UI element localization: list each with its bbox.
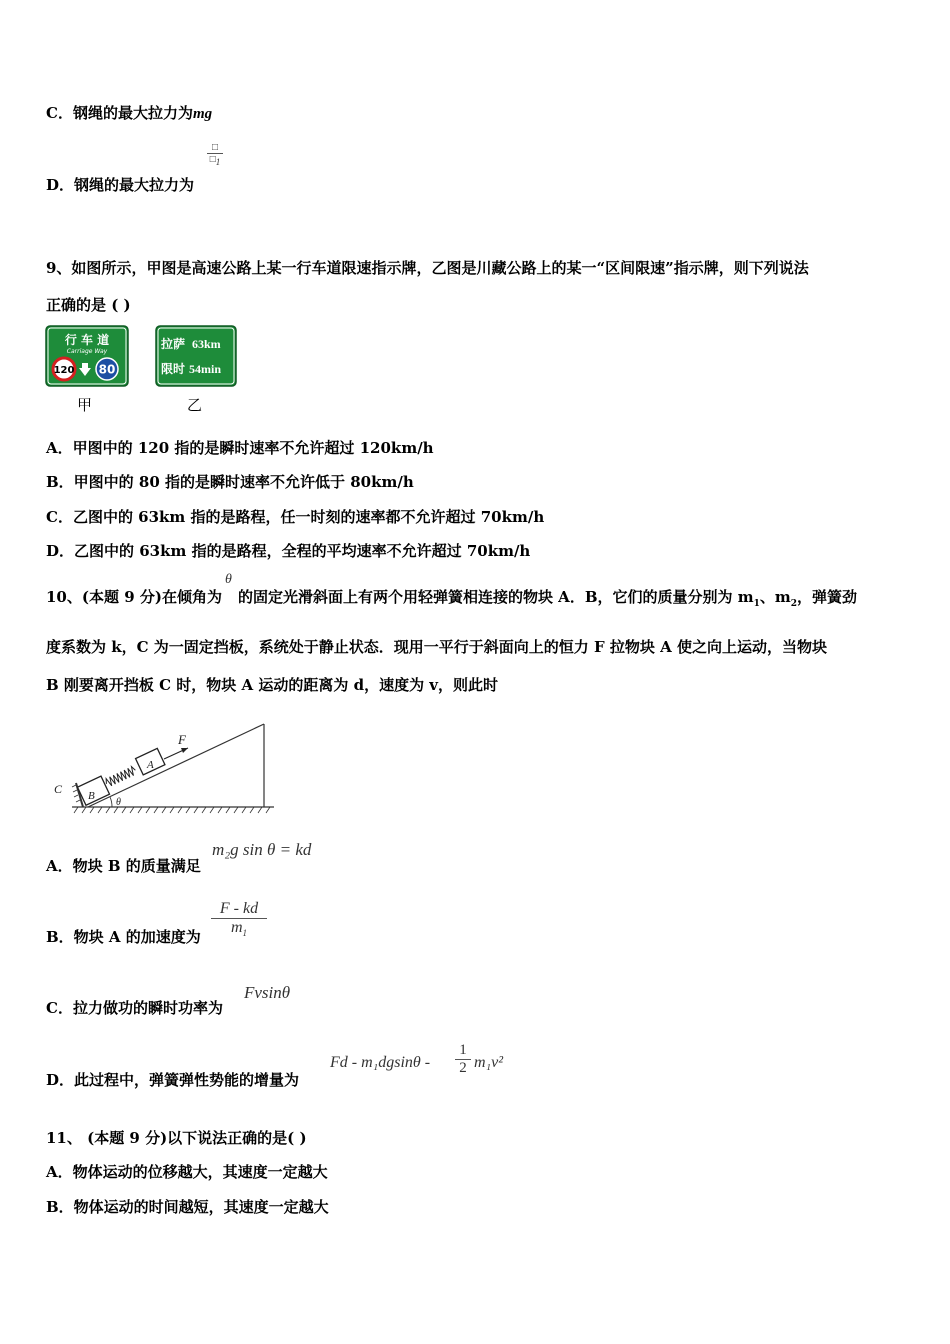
sign-b-row1-value: 63km (192, 337, 221, 351)
sign-b-row2-value: 54min (189, 362, 222, 376)
ground-hatching (74, 807, 270, 813)
q10-option-d-denominator: 2 (459, 1060, 467, 1076)
label-f: F (178, 732, 186, 747)
q8-option-d-denominator: □ (209, 154, 216, 165)
label-c: C (54, 782, 63, 796)
q10-option-d-numerator: 1 (459, 1042, 467, 1058)
q8-option-d-text: D．钢绳的最大拉力为 (46, 176, 195, 194)
sign-b-row2-place: 限时 (161, 362, 186, 376)
q10-option-b: B．物块 A 的加速度为 (46, 928, 201, 946)
force-arrowhead-icon (181, 748, 188, 753)
q10-option-d-math1: Fd - m₁dgsinθ - (330, 1054, 431, 1071)
q10-stem-part1: 10、(本题 9 分)在倾角为 (46, 588, 222, 606)
lane-speed-limit-sign (45, 325, 129, 387)
q10-stem-part2: 的固定光滑斜面上有两个用轻弹簧相连接的物块 A．B，它们的质量分别为 m (237, 588, 754, 606)
q11-option-a: A．物体运动的位移越大，其速度一定越大 (46, 1163, 328, 1181)
sign-a-title: 行 车 道 (64, 333, 110, 347)
q10-option-b-numerator: F - kd (219, 900, 259, 917)
q10-m2-sub: 2 (790, 599, 797, 609)
incline-surface (88, 724, 264, 807)
sign-b-row1-place: 拉萨 (161, 337, 186, 351)
q11-stem: 11、 (本题 9 分)以下说法正确的是( ) (46, 1129, 307, 1147)
q10-option-b-fraction (211, 900, 267, 938)
q8-option-d-denominator-sub: 1 (215, 157, 221, 167)
q9-stem-line1: 9、如图所示，甲图是高速公路上某一行车道限速指示牌，乙图是川藏公路上的某一“区间限速”指示牌，则下列说法 (46, 259, 809, 277)
section-speed-sign (155, 325, 237, 387)
sign-a-speed-max: 120 (53, 365, 75, 376)
q9-option-a: A．甲图中的 120 指的是瞬时速率不允许超过 120km/h (46, 439, 434, 457)
q8-option-c (46, 102, 212, 123)
sign-b-caption: 乙 (187, 396, 203, 414)
q10-option-a: A．物块 B 的质量满足 (46, 857, 201, 875)
q9-option-d: D．乙图中的 63km 指的是路程，全程的平均速率不允许超过 70km/h (46, 542, 531, 560)
theta-arc (110, 797, 112, 807)
q10-stem-line2: 度系数为 k，C 为一固定挡板，系统处于静止状态．现用一平行于斜面向上的恒力 F 拉物块 A 使之向上运动，当物块 (46, 638, 827, 656)
q10-option-d-math2: m₁v² (474, 1054, 504, 1071)
label-b: B (88, 790, 95, 802)
spring-icon (104, 766, 137, 788)
q10-option-d: D．此过程中，弹簧弹性势能的增量为 (46, 1071, 300, 1089)
q9-stem-line2: 正确的是 ( ) (46, 296, 131, 314)
q11-option-b: B．物体运动的时间越短，其速度一定越大 (46, 1198, 329, 1216)
label-a: A (147, 759, 154, 771)
q8-option-c-math: mg (192, 106, 213, 122)
q10-option-a-math: m₂g sin θ = kd (212, 840, 312, 859)
q8-option-d-fraction (207, 142, 223, 167)
sign-a-caption: 甲 (77, 396, 93, 414)
q10-sep: 、m (759, 588, 791, 606)
q8-option-d (46, 174, 194, 195)
q10-stem-part3: ，弹簧劲 (797, 588, 858, 606)
q10-stem-line3: B 刚要离开挡板 C 时，物块 A 运动的距离为 d，速度为 v，则此时 (46, 676, 499, 694)
q8-option-d-numerator: □ (211, 142, 219, 153)
sign-a-subtitle: Carriage Way (66, 348, 108, 355)
q10-option-b-denominator-sub: 1 (242, 928, 248, 939)
q10-m1-sub: 1 (753, 599, 760, 609)
q10-option-c-math: Fvsinθ (244, 983, 291, 1002)
q9-option-c: C．乙图中的 63km 指的是路程，任一时刻的速率都不允许超过 70km/h (46, 508, 545, 526)
q10-theta: θ (225, 572, 232, 587)
q9-option-b: B．甲图中的 80 指的是瞬时速率不允许低于 80km/h (46, 473, 414, 491)
q10-option-b-denominator: m (230, 919, 243, 936)
q10-option-c: C．拉力做功的瞬时功率为 (46, 999, 223, 1017)
label-theta: θ (116, 797, 121, 808)
q10-option-d-fraction (455, 1042, 471, 1077)
sign-a-speed-min: 80 (98, 362, 116, 377)
incline-figure (50, 715, 280, 820)
q10-stem-line1 (46, 586, 857, 609)
q8-option-c-text: C．钢绳的最大拉力为 (46, 104, 193, 122)
